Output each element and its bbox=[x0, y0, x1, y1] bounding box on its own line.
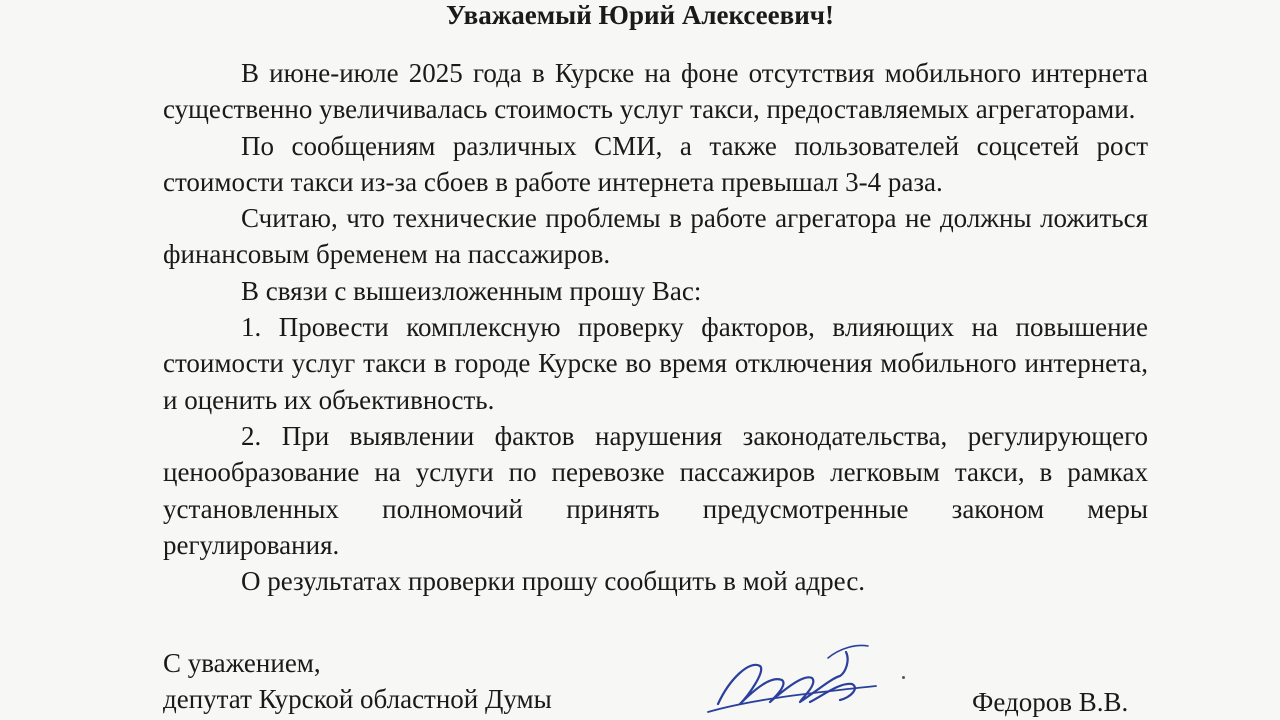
paragraph-opinion: Считаю, что технические проблемы в работе агрегатора не должны ложиться финансовым бременем на пассажиров. bbox=[163, 203, 1148, 270]
closing-block bbox=[163, 645, 552, 717]
request-item-2: 2. При выявлении фактов нарушения законодательства, регулирующего ценообразование на услуги по перевозке пассажиров легковым такси, в рамках установленных полномочий принять предусмотренные законом меры регулирования. bbox=[163, 420, 1148, 560]
paragraph-report-back: О результатах проверки прошу сообщить в мой адрес. bbox=[241, 566, 866, 597]
request-item-1: 1. Провести комплексную проверку факторов, влияющих на повышение стоимости услуг такси в городе Курске во время отключения мобильного интернета, и оценить их объективность. bbox=[163, 312, 1148, 415]
closing-regards: С уважением, bbox=[163, 648, 321, 678]
paper-speck bbox=[902, 676, 905, 679]
letter-body bbox=[163, 55, 1148, 599]
letter-greeting: Уважаемый Юрий Алексеевич! bbox=[446, 0, 834, 30]
signer-position: депутат Курской областной Думы bbox=[163, 684, 552, 714]
handwritten-signature bbox=[700, 638, 890, 720]
paragraph-request-lead: В связи с вышеизложенным прошу Вас: bbox=[241, 275, 702, 306]
signer-name: Федоров В.В. bbox=[972, 687, 1129, 717]
paragraph-intro: В июне-июле 2025 года в Курске на фоне отсутствия мобильного интернета существенно увеличивалась стоимость услуг такси, предоставляемых агрегаторами. bbox=[163, 58, 1148, 125]
paragraph-media-reports: По сообщениям различных СМИ, а также пользователей соцсетей рост стоимости такси из-за сбоев в работе интернета превышал 3-4 раза. bbox=[163, 130, 1148, 197]
